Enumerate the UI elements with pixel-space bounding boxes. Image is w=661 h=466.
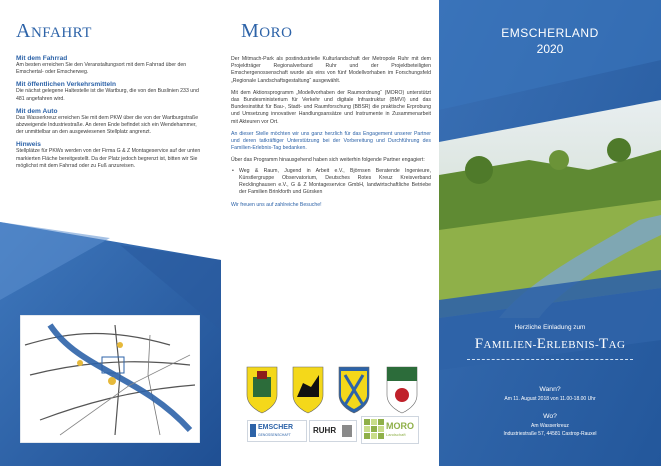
cover-year: 2020 [536,42,564,56]
section-heading-auto: Mit dem Auto [16,107,58,115]
ministry-logo [364,290,432,324]
moro-closing: Wir freuen uns auf zahlreiche Besuche! [231,202,322,209]
coat-of-arms-kreis-icon [387,367,417,413]
coat-of-arms-recklinghausen-icon [339,367,369,413]
ruhr-logo [309,420,357,442]
ministry-caption: Bundesinstitut für Bau-, Stadt- und Raumforschung [373,292,428,301]
section-text-auto: Das Wasserkreuz erreichen Sie mit dem PKW über die von der Wartburgstraße abzweigende Industriestraße. An deren Ende befindet sich ein Wendehammer, der unmittelbar an den ausgewiesenen Stellplatz angrenzt. [16,114,199,136]
coats-of-arms [235,365,425,415]
emscher-logo-text: EMSCHER [258,424,294,431]
anfahrt-panel [0,0,221,466]
moro-text [231,56,431,210]
cover-title: EMSCHERLAND [501,26,599,40]
moro-paragraph-1: Der Mitmach-Park als postindustrielle Kulturlandschaft der Metropole Ruhr mit dem Projektträger Regionalverband Ruhr und der Projektbeteiligten Emschergenossenschaft wurde als eins von fünf Modellvorhaben im Forschungsfeld „Regionale Landschaftsgestaltung“ ausgewählt. [231,56,431,84]
when-label: Wann? [539,386,561,393]
event-title: FAMILIEN-ERLEBNIS-TAG [474,336,626,352]
emscher-logo-subtext: GENOSSENSCHAFT [258,433,291,437]
route-map [20,315,200,443]
moro-logo-subtext: Landschaft [386,432,406,437]
moro-panel [221,0,439,466]
moro-thanks: An dieser Stelle möchten wir uns ganz herzlich für das Engagement unserer Partner und deren tatkräftiger Unterstützung bei der Vorbereitung und Durchführung des Familien-Erlebnis-Tag bedanken. [231,130,431,152]
section-heading-hinweis: Hinweis [16,141,41,149]
coat-of-arms-herne-icon [293,367,323,413]
where-line-1: Am Wasserkreuz [531,423,569,429]
where-line-2: Industriestraße 57, 44581 Castrop-Rauxel [503,431,597,437]
moro-logo-text: MORO [386,421,414,431]
moro-partners-intro: Über das Programm hinausgehend haben sich weiterhin folgende Partner engagiert: [231,157,425,164]
eagle-icon [364,290,369,324]
anfahrt-title: ANFAHRT [16,20,92,42]
moro-logo [361,416,419,444]
moro-partner-bullet: • Weg & Raum, Jugend in Arbeit e.V., Björnsen Beratende Ingenieure, Künstlergruppe Observatorium, Deutsches Rotes Kreuz Kreisverband Recklinghausen e.V., G & Z Montageservice GmbH, landwirtschaftliche Betriebe der Familien Brinkforth und Gürsken [232,167,431,196]
when-text: Am 11. August 2018 von 11.00-18.00 Uhr [504,396,596,402]
section-heading-oepnv: Mit öffentlichen Verkehrsmitteln [16,81,117,89]
emscher-logo [247,420,307,442]
moro-grid-icon [364,419,384,441]
ruhr-logo-text: RUHR [313,426,337,435]
section-text-oepnv: Die nächst gelegene Haltestelle ist die Wartburg, die von den Buslinien 233 und 481 angefahren wird. [16,88,199,102]
coat-of-arms-castrop-icon [247,367,277,413]
section-heading-fahrrad: Mit dem Fahrrad [16,55,68,62]
moro-title-lower: MORO [241,236,293,258]
section-text-fahrrad: Am besten erreichen Sie den Veranstaltungsort mit dem Fahrrad über den Emschertal- oder Emscherweg. [16,62,187,76]
moro-title: MORO [241,20,293,42]
bullet-glyph: • [232,167,234,174]
title-divider [467,359,633,361]
ruhr-mark-icon [342,425,352,437]
emscher-mark-icon [250,424,256,437]
invite-text: Herzliche Einladung zum [514,324,586,331]
cover-panel [439,0,661,466]
moro-paragraph-2: Mit dem Aktionsprogramm „Modellvorhaben der Raumordnung“ (MORO) unterstützt das Bundesministerium für Verkehr und digitale Infrastruktur (BMVI) und das Bundesinstitut für Bau-, Stadt- und Raumforschung (BBSR) die praktische Erprobung und Umsetzung innovativer Handlungsansätze und Instrumente in Zusammenarbeit mit Akteuren vor Ort. [231,89,431,125]
where-label: Wo? [543,413,557,420]
section-text-hinweis: Stellplätze für PKWs werden von der Firma G & Z Montageservice auf der unten markierten Fläche bereitgestellt. Da der Platz jedoch begrenzt ist, bitten wir Sie möglichst mit dem Fahrrad oder zu Fuß anzureisen. [16,148,201,169]
